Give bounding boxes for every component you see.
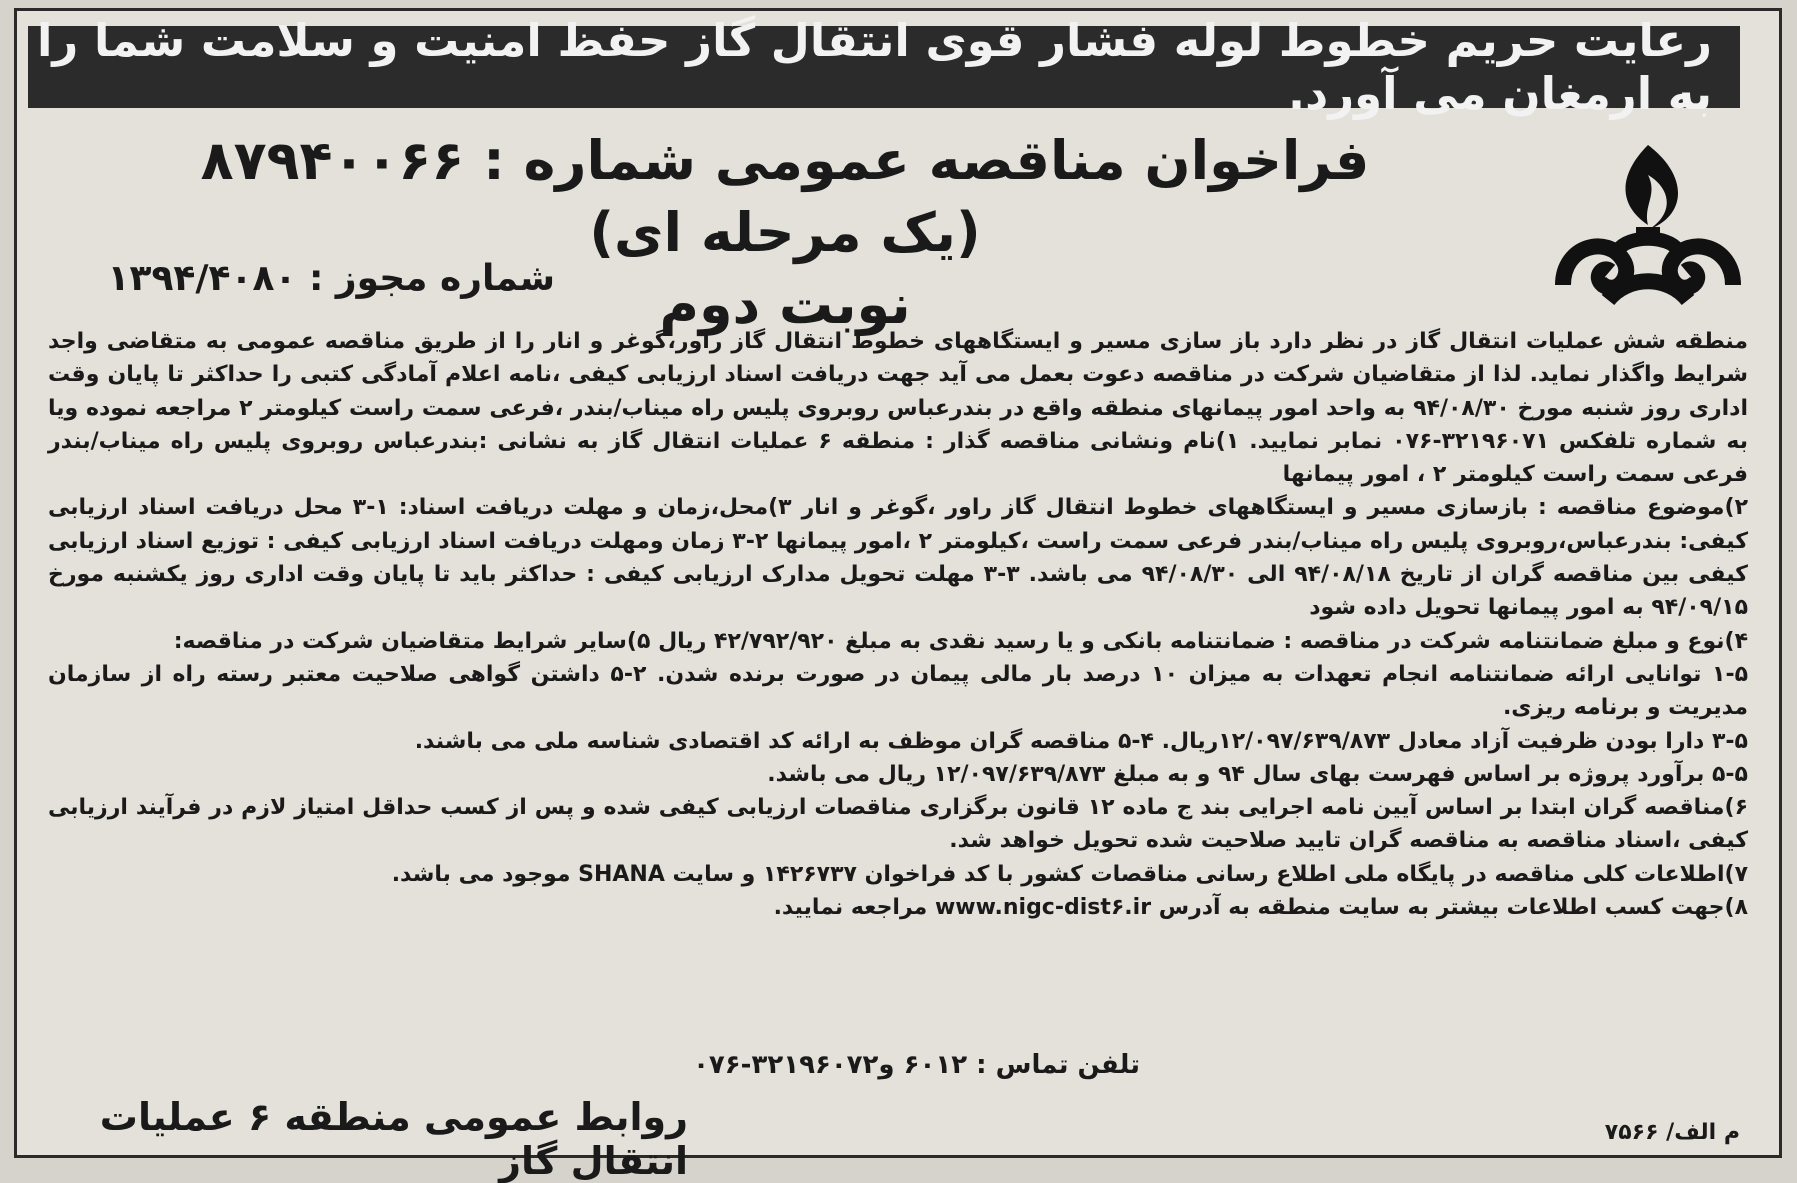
tender-title	[160, 125, 1410, 341]
license-number: شماره مجوز : ۱۳۹۴/۴۰۸۰	[107, 258, 555, 299]
paragraph: ۸)جهت کسب اطلاعات بیشتر به سایت منطقه به آدرس www.nigc-dist۶.ir مراجعه نمایید.	[773, 895, 1748, 921]
paragraph: ۵-۵ برآورد پروژه بر اساس فهرست بهای سال ۹۴ و به مبلغ ۱۲/۰۹۷/۶۳۹/۸۷۳ ریال می باشد.	[767, 761, 1748, 787]
top-banner	[28, 14, 1740, 120]
paragraph: ۷)اطلاعات کلی مناقصه در پایگاه ملی اطلاع رسانی مناقصات کشور با کد فراخوان ۱۴۲۶۷۳۷ و سایت SHANA موجود می باشد.	[391, 861, 1748, 887]
ad-code: م الف/ ۷۵۶۶	[1604, 1120, 1740, 1145]
title-line-2: نوبت دوم	[659, 273, 911, 336]
tender-body	[48, 325, 1748, 924]
title-line-1: فراخوان مناقصه عمومی شماره : ۸۷۹۴۰۰۶۶ (یک مرحله ای)	[200, 129, 1370, 264]
banner-text: رعایت حریم خطوط لوله فشار قوی انتقال گاز حفظ امنیت و سلامت شما را به ارمغان می آورد.	[36, 14, 1712, 120]
nigc-logo-icon	[1548, 135, 1748, 315]
paragraph: منطقه شش عملیات انتقال گاز در نظر دارد باز سازی مسیر و ایستگاههای خطوط انتقال گاز راور،گوغر و انار را از طریق مناقصه عمومی به متقاضی واجد شرایط واگذار نماید. لذا از متقاضیان شرکت در مناقصه دعوت بعمل می آید جهت دریافت اسناد ارزیابی کیفی ،نامه اعلام آمادگی کتبی را حداکثر تا پایان وقت اداری روز شنبه مورخ ۹۴/۰۸/۳۰ به واحد امور پیمانهای منطقه واقع در بندرعباس روبروی پلیس راه میناب/بندر ،فرعی سمت راست کیلومتر ۲ مراجعه نموده ویا به شماره تلفکس ۳۲۱۹۶۰۷۱-۰۷۶ نمابر نمایید. ۱)نام ونشانی مناقصه گذار : منطقه ۶ عملیات انتقال گاز به نشانی :بندرعباس روبروی پلیس راه میناب/بندر فرعی سمت راست کیلومتر ۲ ، امور پیمانها	[48, 329, 1748, 488]
paragraph: ۶)مناقصه گران ابتدا بر اساس آیین نامه اجرایی بند ج ماده ۱۲ قانون برگزاری مناقصات ارزیابی کیفی شده و پس از کسب حداقل امتیاز لازم در فرآیند ارزیابی کیفی ،اسناد مناقصه به مناقصه گران تایید صلاحیت شده تحویل خواهد شد.	[48, 795, 1748, 854]
contact-phone: تلفن تماس : ۶۰۱۲ و۳۲۱۹۶۰۷۲-۰۷۶	[693, 1050, 1140, 1080]
paragraph: ۴)نوع و مبلغ ضمانتنامه شرکت در مناقصه : ضمانتنامه بانکی و یا رسید نقدی به مبلغ ۴۲/۷۹۲/۹۲۰ ریال ۵)سایر شرایط متقاضیان شرکت در مناقصه:	[173, 628, 1748, 654]
paragraph: ۲)موضوع مناقصه : بازسازی مسیر و ایستگاههای خطوط انتقال گاز راور ،گوغر و انار ۳)محل،زمان و مهلت دریافت اسناد: ۱-۳ محل دریافت اسناد ارزیابی کیفی: بندرعباس،روبروی پلیس راه میناب/بندر فرعی سمت راست ،کیلومتر ۲ ،امور پیمانها ۲-۳ زمان ومهلت دریافت اسناد ارزیابی کیفی : توزیع اسناد ارزیابی کیفی بین مناقصه گران از تاریخ ۹۴/۰۸/۱۸ الی ۹۴/۰۸/۳۰ می باشد. ۳-۳ مهلت تحویل مدارک ارزیابی کیفی : حداکثر باید تا پایان وقت اداری روز یکشنبه مورخ ۹۴/۰۹/۱۵ به امور پیمانها تحویل داده شود	[48, 495, 1748, 621]
public-relations-signature: روابط عمومی منطقه ۶ عملیات انتقال گاز	[99, 1095, 688, 1183]
paragraph: ۱-۵ توانایی ارائه ضمانتنامه انجام تعهدات به میزان ۱۰ درصد بار مالی پیمان در صورت برنده شدن. ۲-۵ داشتن گواهی صلاحیت معتبر رسته راه از سازمان مدیریت و برنامه ریزی.	[48, 661, 1749, 721]
paragraph: ۳-۵ دارا بودن ظرفیت آزاد معادل ۱۲/۰۹۷/۶۳۹/۸۷۳ریال. ۴-۵ مناقصه گران موظف به ارائه کد اقتصادی شناسه ملی می باشند.	[414, 728, 1748, 754]
